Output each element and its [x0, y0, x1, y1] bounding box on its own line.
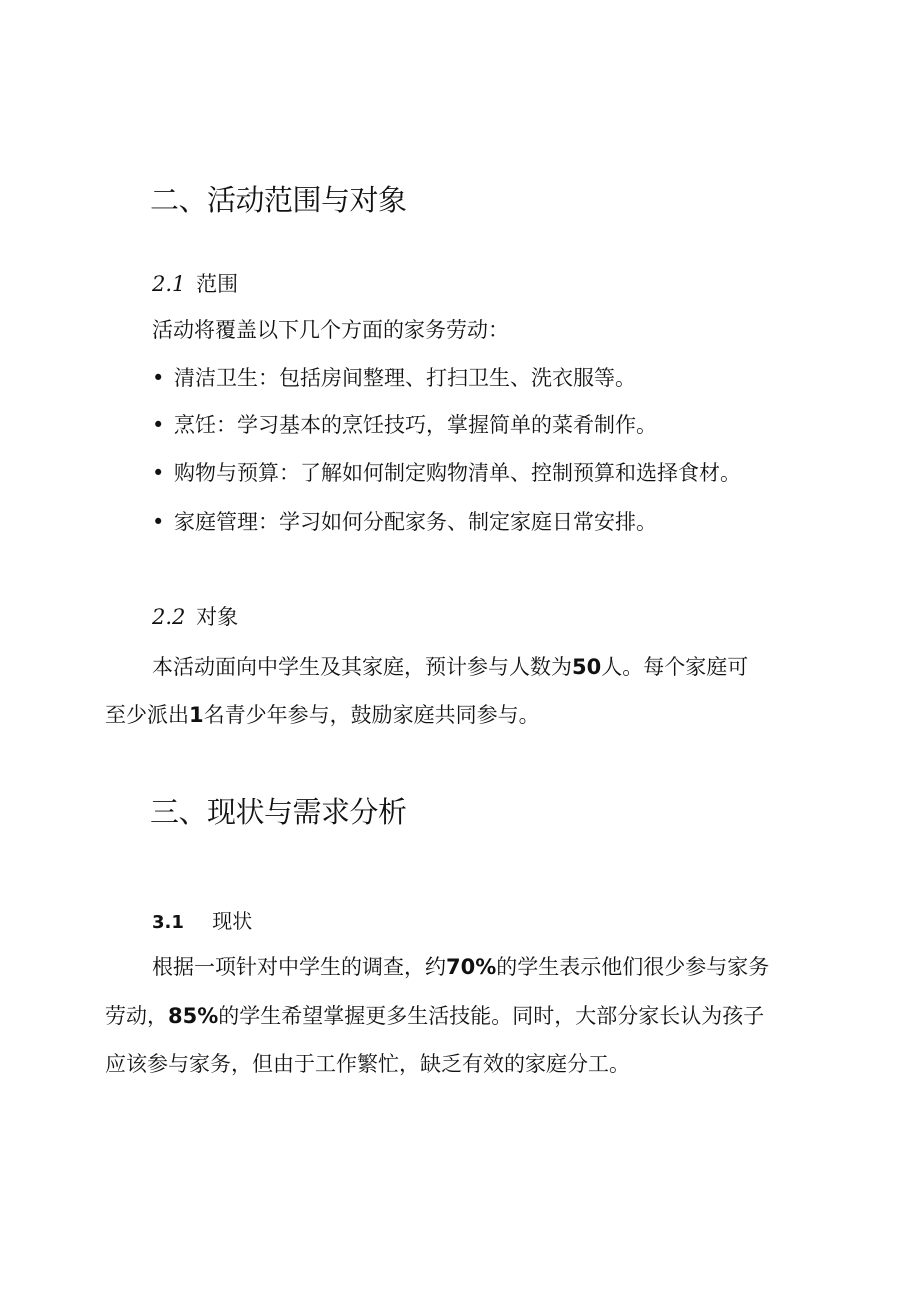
list-item [152, 457, 741, 487]
subsection-number: 2.2 [152, 605, 186, 629]
text-run: 根据一项针对中学生的调查，约 [152, 955, 446, 979]
text-run: 名青少年参与，鼓励家庭共同参与。 [203, 703, 540, 727]
status-paragraph-line-2 [105, 1000, 764, 1030]
bullet-icon: • [152, 461, 165, 485]
subsection-heading-2-2 [152, 601, 238, 631]
section-heading-3: 三、现状与需求分析 [150, 795, 407, 829]
list-item-text: 购物与预算：了解如何制定购物清单、控制预算和选择食材。 [174, 461, 741, 485]
subsection-title: 范围 [196, 272, 239, 296]
list-item-text: 清洁卫生：包括房间整理、打扫卫生、洗衣服等。 [174, 366, 636, 390]
text-run: 的学生希望掌握更多生活技能。同时，大部分家长认为孩子 [218, 1004, 765, 1028]
bullet-icon: • [152, 510, 165, 534]
list-item [152, 362, 636, 392]
subsection-number: 2.1 [152, 272, 186, 296]
list-item [152, 506, 657, 536]
participant-count: 50 [572, 655, 602, 679]
target-paragraph-line-1 [152, 651, 748, 681]
stat-percent: 70% [446, 955, 497, 979]
subsection-title: 现状 [212, 909, 253, 933]
subsection-heading-2-1 [152, 268, 238, 298]
text-run: 人。每个家庭可 [601, 655, 749, 679]
text-run: 劳动， [105, 1004, 168, 1028]
status-paragraph-line-1 [152, 951, 769, 981]
list-item-text: 烹饪：学习基本的烹饪技巧，掌握简单的菜肴制作。 [174, 413, 657, 437]
bullet-icon: • [152, 366, 165, 390]
section-heading-2: 二、活动范围与对象 [150, 183, 407, 217]
youth-count: 1 [189, 703, 204, 727]
subsection-heading-3-1 [152, 905, 252, 934]
subsection-number: 3.1 [152, 912, 184, 933]
bullet-icon: • [152, 413, 165, 437]
list-item [152, 409, 657, 439]
status-paragraph-line-3: 应该参与家务，但由于工作繁忙，缺乏有效的家庭分工。 [105, 1052, 630, 1076]
text-run: 至少派出 [105, 703, 189, 727]
text-run: 本活动面向中学生及其家庭，预计参与人数为 [152, 655, 572, 679]
target-paragraph-line-2 [105, 699, 540, 729]
list-item-text: 家庭管理：学习如何分配家务、制定家庭日常安排。 [174, 510, 657, 534]
text-run: 的学生表示他们很少参与家务 [496, 955, 770, 979]
stat-percent: 85% [168, 1004, 219, 1028]
scope-intro: 活动将覆盖以下几个方面的家务劳动： [152, 318, 509, 342]
subsection-title: 对象 [196, 605, 239, 629]
